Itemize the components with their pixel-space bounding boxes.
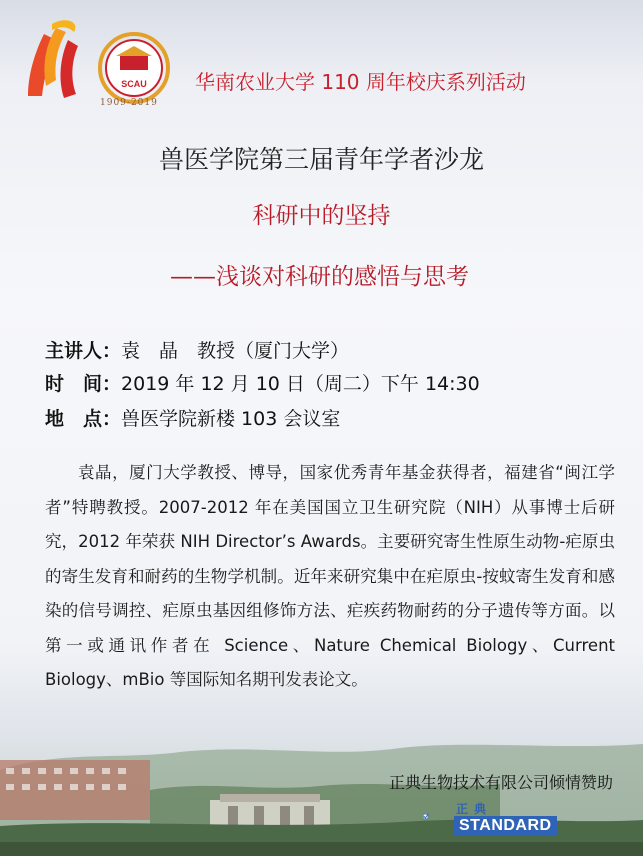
sponsor-text: 正典生物技术有限公司倾情赞助 [388, 773, 613, 792]
speaker-line [45, 336, 349, 363]
series-title: 华南农业大学 110 周年校庆系列活动 [195, 70, 526, 94]
brand-en-name: STANDARD [454, 816, 557, 836]
checkmark-icon [423, 800, 455, 834]
logo-years: 1909-2019 [100, 98, 158, 108]
campus-scenery-image [0, 730, 643, 856]
talk-subtitle: ——浅谈对科研的感悟与思考 [170, 264, 469, 290]
speaker-bio: 袁晶，厦门大学教授、博导，国家优秀青年基金获得者，福建省“闽江学者”特聘教授。2007-2012 年在美国国立卫生研究院（NIH）从事博士后研究，2012 年荣获 NIH Director’s Awards。主要研究寄生性原生动物-疟原虫的寄生发育和耐药的生物学机制。近年来研究集中在疟原虫-按蚊寄生发育和感染的信号调控、疟原虫基因组修饰方法、疟疾药物耐药的分子遗传等方面。以第一或通讯作者在 Science、Nature Chemical Biology、Current Biology、mBio 等国际知名期刊发表论文。 [45, 463, 615, 689]
logo-abbrev: SCAU [121, 79, 147, 89]
talk-title: 科研中的坚持 [252, 203, 391, 229]
place-label: 地 点： [45, 408, 122, 430]
brand-cn-name: 正典 [456, 802, 493, 816]
salon-title: 兽医学院第三届青年学者沙龙 [158, 145, 484, 174]
place-value: 兽医学院新楼 103 会议室 [121, 408, 341, 430]
time-label: 时 间： [45, 373, 122, 395]
place-line [45, 404, 340, 431]
time-value: 2019 年 12 月 10 日（周二）下午 14:30 [121, 373, 480, 395]
time-line [45, 369, 480, 396]
speaker-value: 袁 晶 教授（厦门大学） [121, 340, 350, 362]
speaker-label: 主讲人： [45, 340, 122, 362]
